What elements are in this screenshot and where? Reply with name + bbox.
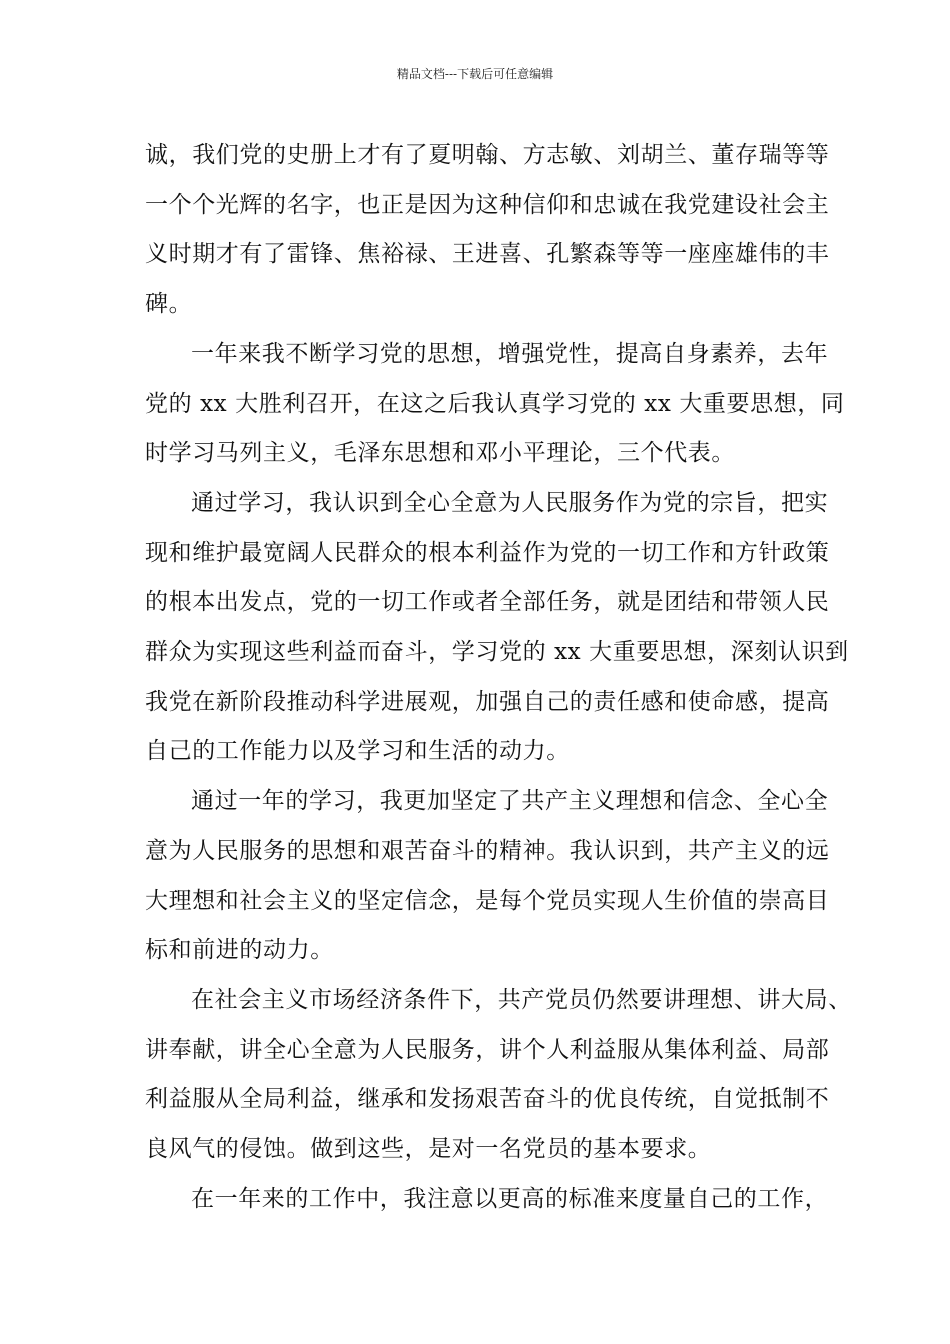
document-body (145, 131, 852, 1224)
paragraph-5-line-2: 讲奉献，讲全心全意为人民服务，讲个人利益服从集体利益、局部 (145, 1036, 830, 1063)
paragraph-6-line-1: 在一年来的工作中，我注意以更高的标准来度量自己的工作， (191, 1185, 829, 1212)
paragraph-1-line-4: 碑。 (145, 291, 193, 318)
paragraph-3-line-3: 的根本出发点，党的一切工作或者全部任务，就是团结和带领人民 (145, 589, 830, 616)
paragraph-4-line-3: 大理想和社会主义的坚定信念，是每个党员实现人生价值的崇高目 (145, 887, 830, 914)
paragraph-4-line-4: 标和前进的动力。 (145, 937, 334, 964)
paragraph-1-line-2: 一个个光辉的名字，也正是因为这种信仰和忠诚在我党建设社会主 (145, 191, 830, 218)
paragraph-3-line-6: 自己的工作能力以及学习和生活的动力。 (145, 738, 570, 765)
paragraph-1-line-1: 诚，我们党的史册上才有了夏明翰、方志敏、刘胡兰、董存瑞等等 (145, 142, 830, 168)
paragraph-2-line-1: 一年来我不断学习党的思想，增强党性，提高自身素养，去年 (191, 340, 829, 367)
paragraph-5-line-3: 利益服从全局利益，继承和发扬艰苦奋斗的优良传统，自觉抵制不 (145, 1086, 830, 1113)
paragraph-4-line-1: 通过一年的学习，我更加坚定了共产主义理想和信念、全心全 (191, 788, 829, 815)
page-header: 精品文档---下载后可任意编辑 (396, 67, 554, 81)
paragraph-3-line-5: 我党在新阶段推动科学进展观，加强自己的责任感和使命感，提高 (145, 688, 830, 715)
paragraph-3-line-4: 群众为实现这些利益而奋斗，学习党的 xx 大重要思想，深刻认识到 (145, 639, 849, 666)
paragraph-3-line-2: 现和维护最宽阔人民群众的根本利益作为党的一切工作和方针政策 (145, 539, 830, 566)
paragraph-4-line-2: 意为人民服务的思想和艰苦奋斗的精神。我认识到，共产主义的远 (145, 837, 830, 864)
paragraph-5-line-1: 在社会主义市场经济条件下，共产党员仍然要讲理想、讲大局、 (191, 986, 852, 1013)
paragraph-3-line-1: 通过学习，我认识到全心全意为人民服务作为党的宗旨，把实 (191, 489, 829, 516)
paragraph-5-line-4: 良风气的侵蚀。做到这些，是对一名党员的基本要求。 (145, 1136, 712, 1163)
paragraph-2-line-3: 时学习马列主义，毛泽东思想和邓小平理论，三个代表。 (145, 440, 735, 467)
paragraph-2-line-2: 党的 xx 大胜利召开，在这之后我认真学习党的 xx 大重要思想，同 (145, 390, 845, 417)
paragraph-1-line-3: 义时期才有了雷锋、焦裕禄、王进喜、孔繁森等等一座座雄伟的丰 (145, 241, 830, 268)
